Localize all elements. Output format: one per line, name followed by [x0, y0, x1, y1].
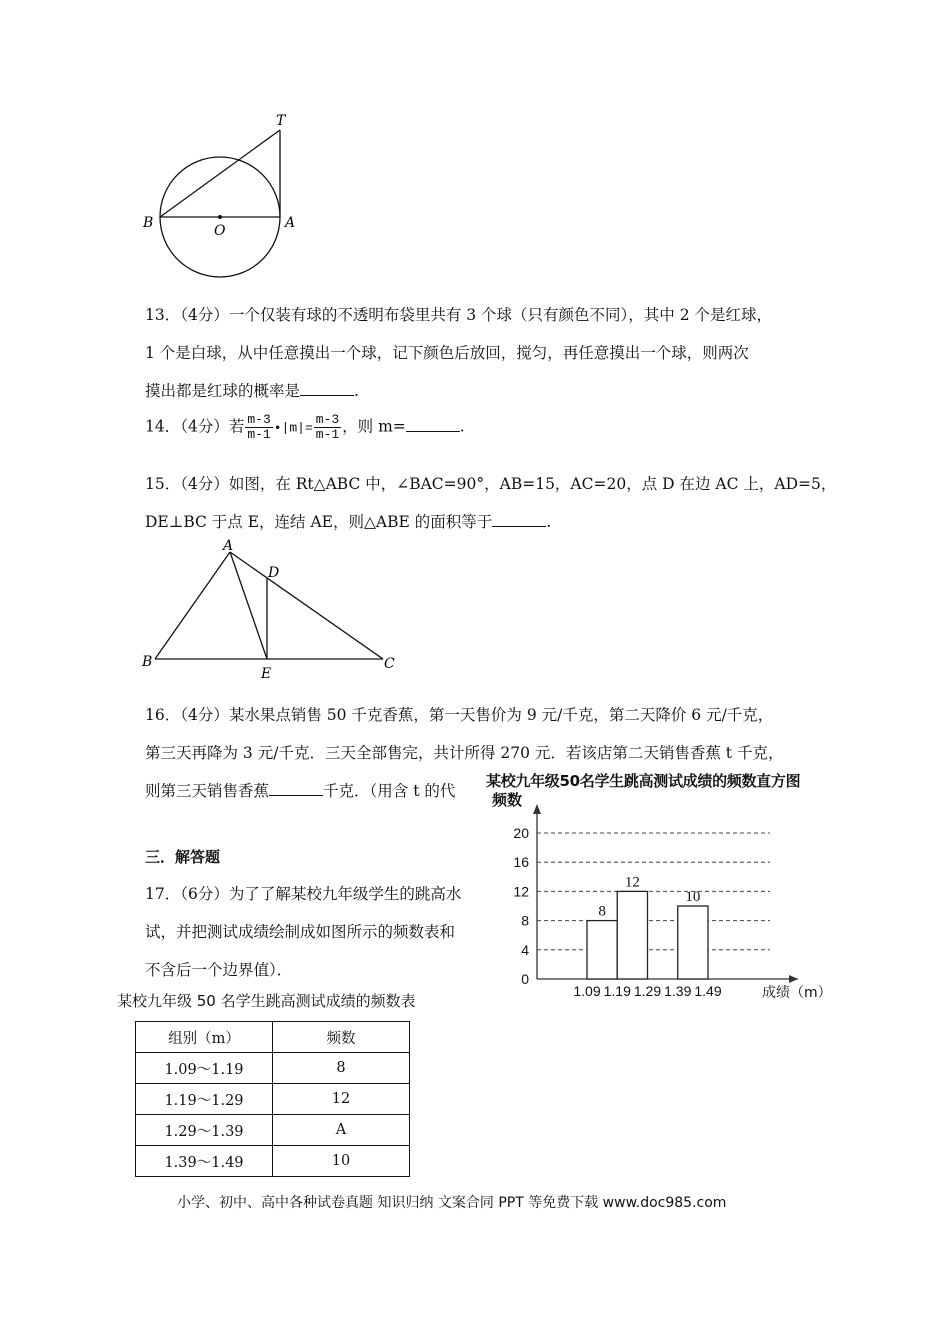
- q14-frac1-den: m-1: [247, 427, 271, 442]
- x-axis-label: 成绩（m）: [762, 985, 832, 1001]
- circle-tangent-figure: [135, 105, 305, 285]
- table-row: [136, 1053, 410, 1084]
- table-cell-group: 1.39～1.49: [136, 1146, 273, 1177]
- q13-answer-blank: [300, 381, 354, 396]
- q15-line2-end: .: [546, 513, 552, 531]
- table-cell-group: 1.09～1.19: [136, 1053, 273, 1084]
- q14-answer-blank: [406, 417, 460, 432]
- histogram-bar: [617, 891, 647, 979]
- label-d: D: [268, 565, 280, 581]
- q15-line2: [145, 510, 551, 532]
- x-axis-arrow-icon: [789, 975, 798, 983]
- q17-line2: 试，并把测试成绩绘制成如图所示的频数表和: [145, 923, 456, 941]
- x-tick-label: 1.49: [694, 983, 722, 999]
- q14-fraction-left: [245, 413, 272, 442]
- y-tick-label: 8: [521, 912, 529, 929]
- x-tick-label: 1.09: [573, 983, 601, 999]
- q16-line3: [145, 779, 455, 801]
- q14-line: [145, 413, 465, 442]
- table-row: [136, 1146, 410, 1177]
- frequency-table: [135, 1021, 410, 1177]
- label-b: B: [143, 215, 154, 231]
- table-header-row: [136, 1022, 410, 1053]
- q15-line2-text: DE⊥BC 于点 E，连结 AE，则△ABE 的面积等于: [145, 513, 493, 531]
- table-cell-group: 1.29～1.39: [136, 1115, 273, 1146]
- q14-post: ，则 m=: [342, 417, 406, 436]
- y-tick-label: 12: [513, 883, 529, 900]
- section-title: 三．解答题: [145, 848, 221, 866]
- q15-line1: 15．（4分）如图，在 Rt△ABC 中，∠BAC=90°，AB=15，AC=20，点 D 在边 AC 上，AD=5，: [145, 475, 837, 493]
- table-cell-count: 10: [273, 1146, 410, 1177]
- table-cell-count: A: [273, 1115, 410, 1146]
- table-cell-count: 8: [273, 1053, 410, 1084]
- y-tick-label: 0: [521, 971, 529, 987]
- q16-line3-text: 则第三天销售香蕉: [145, 782, 270, 800]
- q14-pre: 14．（4分）若: [145, 417, 245, 436]
- side-ac: [230, 552, 383, 659]
- table-cell-count: 12: [273, 1084, 410, 1115]
- table-caption: 某校九年级 50 名学生跳高测试成绩的频数表: [117, 992, 416, 1010]
- y-axis-arrow-icon: [533, 804, 541, 814]
- q13-line3-text: 摸出都是红球的概率是: [145, 382, 301, 400]
- q16-line2: 第三天再降为 3 元/千克．三天全部售完，共计所得 270 元．若该店第二天销售香蕉 t 千克，: [145, 744, 784, 762]
- q17-line1: 17．（6分）为了了解某校九年级学生的跳高水: [145, 885, 462, 903]
- table-header-count: 频数: [273, 1022, 410, 1053]
- table-row: [136, 1084, 410, 1115]
- y-tick-label: 16: [513, 854, 529, 871]
- label-a: A: [223, 538, 234, 554]
- label-b: B: [142, 654, 153, 670]
- table-row: [136, 1115, 410, 1146]
- triangle-figure: [135, 533, 405, 683]
- label-o: O: [214, 223, 226, 239]
- y-tick-label: 4: [521, 941, 529, 958]
- bar-data-label: 12: [624, 874, 640, 891]
- q14-mid: •|m|=: [273, 420, 313, 436]
- histogram-bar: [587, 921, 617, 979]
- side-ab: [155, 552, 230, 659]
- histogram-chart: [480, 790, 845, 1005]
- q14-frac1-num: m-3: [247, 412, 271, 427]
- q17-line3: 不含后一个边界值）．: [145, 961, 293, 979]
- q14-frac2-num: m-3: [315, 412, 340, 427]
- q14-frac2-den: m-1: [315, 427, 340, 442]
- q13-line3: [145, 379, 359, 401]
- y-axis-label: 频数: [492, 791, 523, 809]
- center-dot: [218, 215, 222, 219]
- q15-answer-blank: [492, 512, 546, 527]
- footer-text: 小学、初中、高中各种试卷真题 知识归纳 文案合同 PPT 等免费下载 www.doc985.com: [177, 1195, 727, 1211]
- label-e: E: [261, 666, 272, 682]
- label-c: C: [384, 656, 395, 672]
- x-tick-label: 1.39: [664, 983, 692, 999]
- q16-line1: 16．（4分）某水果点销售 50 千克香蕉，第一天售价为 9 元/千克，第二天降价 6 元/千克，: [145, 706, 774, 724]
- table-header-group: 组别（m）: [136, 1022, 273, 1053]
- q14-fraction-right: [314, 413, 341, 442]
- q16-line3-end: 千克．（用含 t 的代: [323, 782, 456, 800]
- q13-line2: 1 个是白球，从中任意摸出一个球，记下颜色后放回，搅匀，再任意摸出一个球，则两次: [145, 344, 749, 362]
- q14-end: .: [459, 417, 465, 436]
- x-tick-label: 1.19: [603, 983, 631, 999]
- segment-ae: [230, 552, 267, 659]
- q13-line3-end: .: [354, 382, 359, 400]
- label-t: T: [276, 113, 286, 129]
- q16-answer-blank: [269, 781, 323, 796]
- bar-data-label: 10: [685, 889, 701, 905]
- x-tick-label: 1.29: [633, 983, 662, 999]
- bar-data-label: 8: [598, 903, 606, 920]
- label-a: A: [285, 215, 296, 231]
- histogram-bar: [678, 906, 708, 979]
- q13-line1: 13．（4分）一个仅装有球的不透明布袋里共有 3 个球（只有颜色不同），其中 2 个是红球，: [145, 306, 773, 324]
- table-cell-group: 1.19～1.29: [136, 1084, 273, 1115]
- y-tick-label: 20: [513, 825, 529, 841]
- chart-title: 某校九年级50名学生跳高测试成绩的频数直方图: [486, 772, 801, 790]
